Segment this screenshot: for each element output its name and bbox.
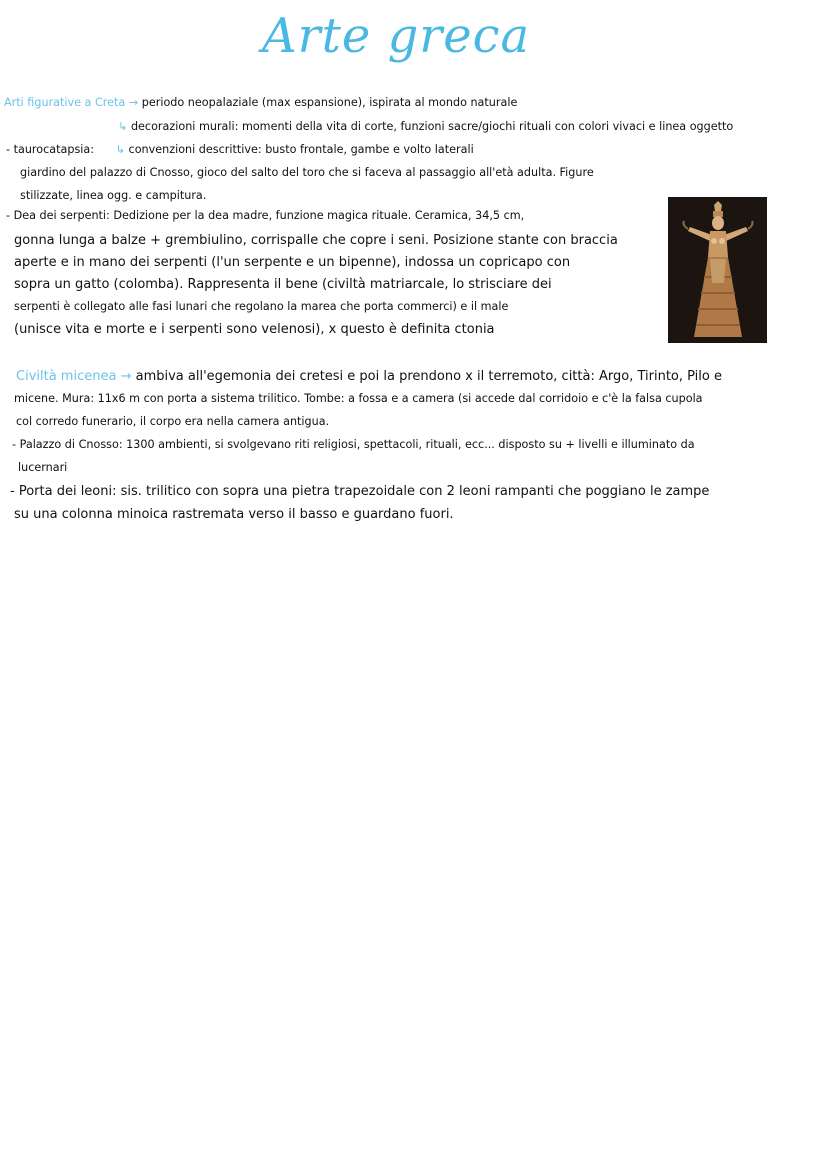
micenea-line-5: lucernari [18, 461, 68, 474]
micenea-line-2: micene. Mura: 11x6 m con porta a sistema trilitico. Tombe: a fossa e a camera (si accede dal corridoio e c'è la falsa cupola [14, 392, 703, 405]
creta-line-2 [118, 120, 733, 134]
dea-line-5: serpenti è collegato alle fasi lunari che regolano la marea che porta commerci) e il male [14, 300, 509, 313]
micenea-line-7: su una colonna minoica rastremata verso il basso e guardano fuori. [14, 507, 454, 522]
dea-line-1: - Dea dei serpenti: Dedizione per la dea madre, funzione magica rituale. Ceramica, 34,5 cm, [6, 209, 525, 222]
dea-line-2: gonna lunga a balze + grembiulino, corrispalle che copre i seni. Posizione stante con braccia [14, 233, 618, 248]
dea-line-3: aperte e in mano dei serpenti (l'un serpente e un bipenne), indossa un copricapo con [14, 255, 571, 270]
micenea-line-1 [16, 368, 722, 385]
creta-text-2: decorazioni murali: momenti della vita di corte, funzioni sacre/giochi rituali con colori vivaci e linea oggetto [130, 120, 734, 133]
dea-line-6: (unisce vita e morte e i serpenti sono velenosi), x questo è definita ctonia [14, 322, 495, 337]
micenea-line-3: col corredo funerario, il corpo era nella camera antigua. [16, 415, 330, 428]
taurocatapsia-label: - taurocatapsia: [6, 143, 95, 156]
snake-goddess-icon [668, 197, 767, 343]
creta-text-1: periodo neopalaziale (max espansione), ispirata al mondo naturale [141, 96, 518, 109]
creta-text-3: convenzioni descrittive: busto frontale, gambe e volto laterali [128, 143, 474, 156]
hook-arrow-icon: ↳ [118, 120, 128, 133]
creta-line-4: giardino del palazzo di Cnosso, gioco del salto del toro che si faceva al passaggio all'età adulta. Figure [20, 166, 594, 179]
creta-line-1 [4, 96, 517, 110]
arrow-icon: → [128, 96, 139, 109]
arrow-icon-2: → [120, 369, 132, 384]
creta-line-3 [6, 143, 474, 157]
page-title: Arte greca [262, 8, 531, 64]
creta-line-5: stilizzate, linea ogg. e campitura. [20, 189, 207, 202]
dea-line-4: sopra un gatto (colomba). Rappresenta il bene (civiltà matriarcale, lo strisciare dei [14, 277, 552, 292]
micenea-heading: Civiltà micenea [16, 369, 117, 384]
snake-goddess-statue-photo [668, 197, 767, 343]
hook-arrow-icon-2: ↳ [115, 143, 125, 156]
micenea-text-1: ambiva all'egemonia dei cretesi e poi la prendono x il terremoto, città: Argo, Tirinto, Pilo e [135, 369, 722, 384]
creta-heading: Arti figurative a Creta [4, 96, 126, 109]
micenea-line-6: - Porta dei leoni: sis. trilitico con sopra una pietra trapezoidale con 2 leoni rampanti che poggiano le zampe [10, 484, 710, 499]
micenea-line-4: - Palazzo di Cnosso: 1300 ambienti, si svolgevano riti religiosi, spettacoli, rituali, ecc... disposto su + livelli e illuminato da [12, 438, 695, 451]
